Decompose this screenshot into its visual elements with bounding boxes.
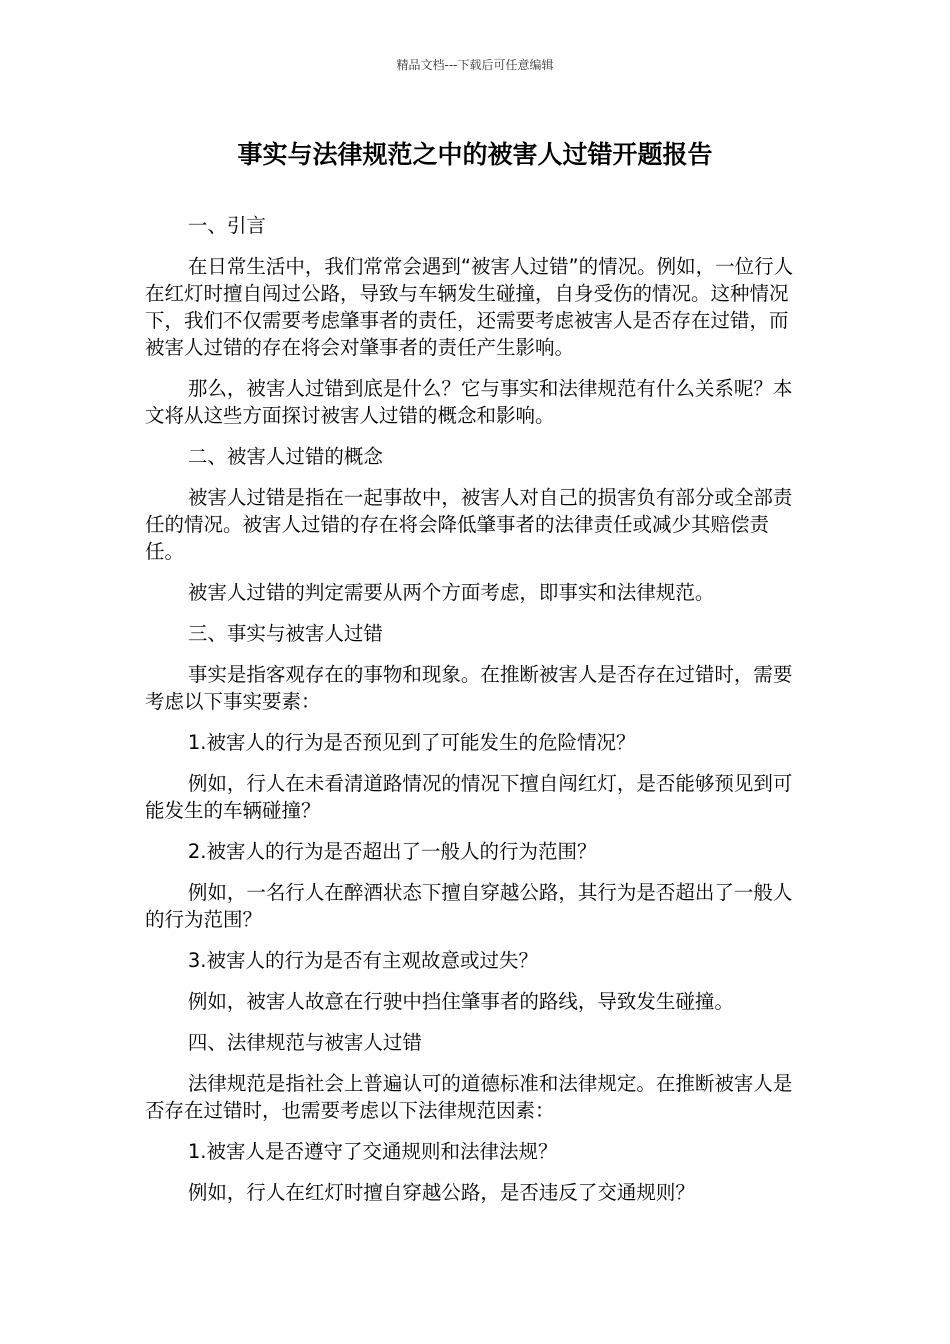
paragraph: 事实是指客观存在的事物和现象。在推断被害人是否存在过错时，需要考虑以下事实要素： [145,663,793,713]
paragraph: 例如，行人在未看清道路情况的情况下擅自闯红灯，是否能够预见到可能发生的车辆碰撞？ [145,772,793,822]
paragraph: 被害人过错是指在一起事故中，被害人对自己的损害负有部分或全部责任的情况。被害人过错的存在将会降低肇事者的法律责任或减少其赔偿责任。 [145,486,793,563]
list-item: 3.被害人的行为是否有主观故意或过失？ [187,949,538,972]
document-title: 事实与法律规范之中的被害人过错开题报告 [237,140,713,169]
section-heading-introduction: 一、引言 [187,214,266,237]
paragraph: 在日常生活中，我们常常会遇到“被害人过错”的情况。例如，一位行人在红灯时擅自闯过公路，导致与车辆发生碰撞，自身受伤的情况。这种情况下，我们不仅需要考虑肇事者的责任，还需要考虑被害人是否存在过错，而被害人过错的存在将会对肇事者的责任产生影响。 [145,255,794,359]
section-heading-concept: 二、被害人过错的概念 [187,445,383,468]
paragraph: 法律规范是指社会上普遍认可的道德标准和法律规定。在推断被害人是否存在过错时，也需要考虑以下法律规范因素： [145,1072,793,1122]
paragraph: 那么，被害人过错到底是什么？它与事实和法律规范有什么关系呢？本文将从这些方面探讨被害人过错的概念和影响。 [145,377,793,427]
paragraph: 例如，被害人故意在行驶中挡住肇事者的路线，导致发生碰撞。 [187,990,734,1013]
list-item: 2.被害人的行为是否超出了一般人的行为范围？ [187,840,597,863]
list-item: 1.被害人是否遵守了交通规则和法律法规？ [187,1140,558,1163]
paragraph: 例如，一名行人在醉酒状态下擅自穿越公路，其行为是否超出了一般人的行为范围？ [145,881,793,931]
paragraph: 被害人过错的判定需要从两个方面考虑，即事实和法律规范。 [187,581,715,604]
list-item: 1.被害人的行为是否预见到了可能发生的危险情况？ [187,731,636,754]
section-heading-legal-norms: 四、法律规范与被害人过错 [187,1031,422,1054]
page-header: 精品文档---下载后可任意编辑 [396,58,554,72]
paragraph: 例如，行人在红灯时擅自穿越公路，是否违反了交通规则？ [187,1181,695,1204]
section-heading-facts: 三、事实与被害人过错 [187,622,383,645]
document-body [145,212,805,1220]
